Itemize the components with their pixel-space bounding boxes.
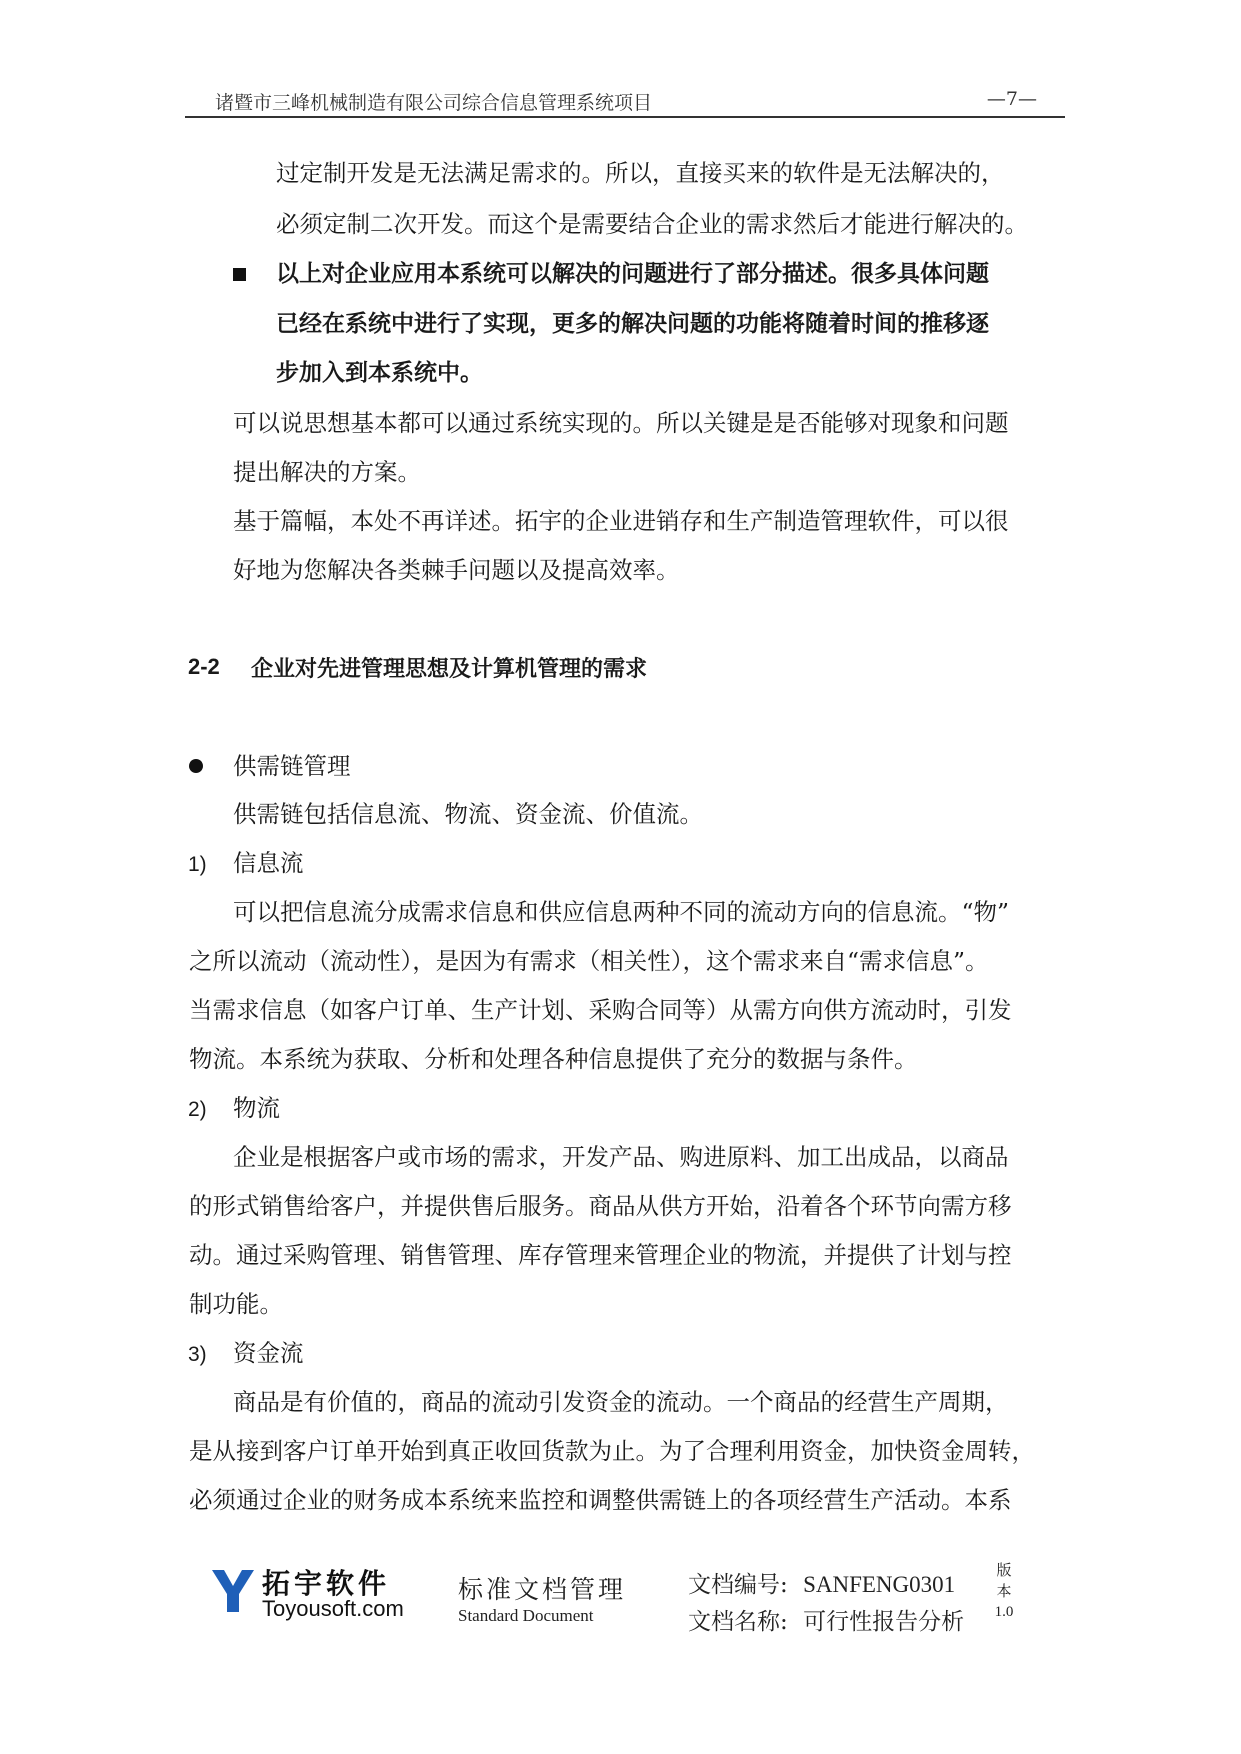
paragraph-line: 之所以流动（流动性），是因为有需求（相关性），这个需求来自“需求信息”。 bbox=[189, 947, 989, 975]
bullet-line: 以上对企业应用本系统可以解决的问题进行了部分描述。很多具体问题 bbox=[276, 261, 989, 287]
document-number bbox=[688, 1566, 955, 1599]
document-name-value: 可行性报告分析 bbox=[803, 1609, 965, 1635]
paragraph-line: 必须定制二次开发。而这个是需要结合企业的需求然后才能进行解决的。 bbox=[276, 210, 1028, 238]
paragraph-line: 必须通过企业的财务成本系统来监控和调整供需链上的各项经营生产活动。本系 bbox=[189, 1486, 1012, 1514]
paragraph-line: 基于篇幅，本处不再详述。拓宇的企业进销存和生产制造管理软件，可以很 bbox=[233, 507, 1009, 535]
page-number: —7— bbox=[986, 88, 1037, 110]
paragraph-line: 过定制开发是无法满足需求的。所以，直接买来的软件是无法解决的， bbox=[276, 159, 1005, 187]
round-bullet-icon bbox=[189, 759, 203, 773]
header-title: 诸暨市三峰机械制造有限公司综合信息管理系统项目 bbox=[215, 92, 653, 114]
paragraph-line: 商品是有价值的，商品的流动引发资金的流动。一个商品的经营生产周期， bbox=[233, 1388, 1009, 1416]
document-name bbox=[688, 1603, 964, 1636]
paragraph-line: 的形式销售给客户，并提供售后服务。商品从供方开始，沿着各个环节向需方移 bbox=[189, 1192, 1012, 1220]
list-number: 1) bbox=[188, 853, 207, 876]
list-item-title: 物流 bbox=[233, 1094, 280, 1122]
bullet-line: 已经在系统中进行了实现，更多的解决问题的功能将随着时间的推移逐 bbox=[276, 311, 989, 337]
list-item-title: 信息流 bbox=[233, 849, 304, 877]
standard-document-label-en: Standard Document bbox=[458, 1606, 594, 1625]
paragraph-line: 可以说思想基本都可以通过系统实现的。所以关键是是否能够对现象和问题 bbox=[233, 409, 1009, 437]
section-title: 企业对先进管理思想及计算机管理的需求 bbox=[251, 657, 648, 682]
standard-document-label-cn: 标准文档管理 bbox=[458, 1575, 627, 1604]
bullet-line: 供需链管理 bbox=[233, 752, 351, 780]
version-block bbox=[994, 1560, 1014, 1623]
bullet-line: 步加入到本系统中。 bbox=[276, 360, 483, 386]
document-number-value: SANFENG0301 bbox=[803, 1572, 956, 1597]
paragraph-line: 制功能。 bbox=[189, 1290, 283, 1318]
paragraph-line: 当需求信息（如客户订单、生产计划、采购合同等）从需方向供方流动时，引发 bbox=[189, 996, 1012, 1024]
paragraph-line: 好地为您解决各类棘手问题以及提高效率。 bbox=[233, 556, 680, 584]
paragraph-line: 是从接到客户订单开始到真正收回货款为止。为了合理利用资金，加快资金周转， bbox=[189, 1437, 1035, 1465]
logo-text-en: Toyousoft.com bbox=[262, 1596, 404, 1621]
document-name-label: 文档名称: bbox=[688, 1609, 788, 1635]
square-bullet-icon bbox=[233, 268, 246, 281]
section-number: 2-2 bbox=[188, 654, 220, 679]
list-item-title: 资金流 bbox=[233, 1339, 304, 1367]
list-number: 3) bbox=[188, 1343, 207, 1366]
document-number-label: 文档编号: bbox=[688, 1572, 788, 1598]
paragraph-line: 可以把信息流分成需求信息和供应信息两种不同的流动方向的信息流。“物” bbox=[233, 898, 1010, 926]
page-header bbox=[185, 86, 1065, 118]
y-logo-icon bbox=[210, 1568, 256, 1614]
paragraph-line: 物流。本系统为获取、分析和处理各种信息提供了充分的数据与条件。 bbox=[189, 1045, 918, 1073]
logo-text-cn: 拓宇软件 bbox=[262, 1567, 391, 1600]
version-label: 本 bbox=[996, 1582, 1012, 1600]
version-number: 1.0 bbox=[994, 1604, 1014, 1620]
paragraph-line: 企业是根据客户或市场的需求，开发产品、购进原料、加工出成品，以商品 bbox=[233, 1143, 1009, 1171]
version-label: 版 bbox=[996, 1561, 1012, 1579]
paragraph-line: 提出解决的方案。 bbox=[233, 458, 421, 486]
list-number: 2) bbox=[188, 1098, 207, 1121]
paragraph-line: 动。通过采购管理、销售管理、库存管理来管理企业的物流，并提供了计划与控 bbox=[189, 1241, 1012, 1269]
paragraph-line: 供需链包括信息流、物流、资金流、价值流。 bbox=[233, 800, 703, 828]
